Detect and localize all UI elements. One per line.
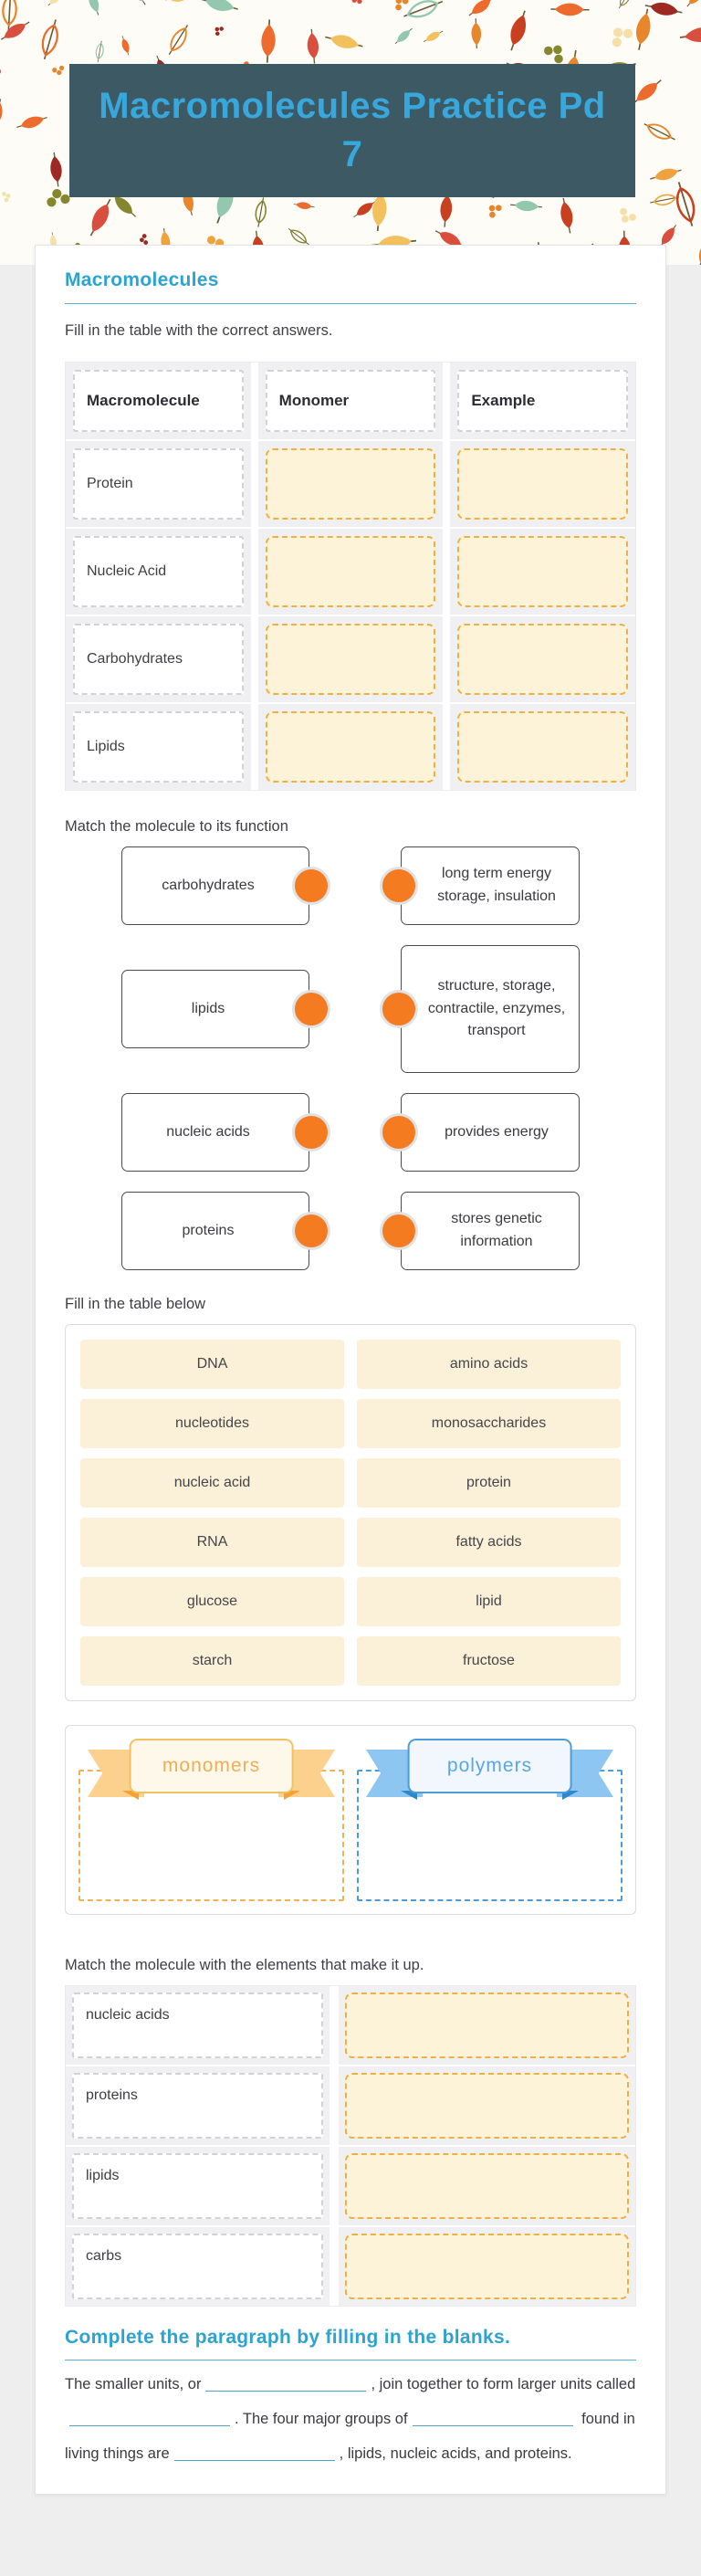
row-label: Carbohydrates (73, 624, 244, 695)
word-chip[interactable]: monosaccharides (357, 1399, 621, 1448)
table-row (66, 704, 635, 790)
match-connector-dot[interactable] (380, 1212, 418, 1250)
match-connector-dot[interactable] (380, 1113, 418, 1151)
word-chip[interactable]: nucleotides (80, 1399, 344, 1448)
match-connector-dot[interactable] (292, 1212, 330, 1250)
match-term-carbohydrates: carbohydrates (121, 846, 309, 925)
cloze-section (65, 2327, 636, 2472)
word-chip[interactable]: fatty acids (357, 1518, 621, 1567)
table1-prompt: Fill in the table with the correct answers. (65, 322, 333, 339)
worksheet-title-box (69, 64, 635, 197)
match-elements-table (65, 1985, 636, 2307)
match-definition: structure, storage, contractile, enzymes, transport (401, 945, 580, 1073)
answer-dropzone-proteins-elements[interactable] (345, 2073, 629, 2139)
autumn-banner (0, 0, 701, 265)
match-connector-dot[interactable] (292, 1113, 330, 1151)
match-connector-dot[interactable] (292, 867, 330, 905)
table-row (66, 2147, 635, 2225)
match-elements-section (65, 1957, 636, 2307)
table-header-row (66, 363, 635, 439)
row-label: lipids (72, 2153, 323, 2219)
answer-dropzone-carbohydrates-monomer[interactable] (266, 624, 436, 695)
sorting-buckets (65, 1725, 636, 1915)
match-connector-dot[interactable] (380, 990, 418, 1028)
worksheet-card (35, 245, 666, 2495)
answer-dropzone-lipids-elements[interactable] (345, 2153, 629, 2219)
table-row (66, 616, 635, 702)
fill-table-prompt: Fill in the table below (65, 1296, 206, 1312)
word-chip[interactable]: DNA (80, 1340, 344, 1389)
cloze-text: , join together to form larger units called (371, 2376, 636, 2392)
polymers-ribbon (359, 1739, 621, 1797)
word-chip[interactable]: protein (357, 1458, 621, 1508)
row-label: nucleic acids (72, 1992, 323, 2058)
answer-dropzone-protein-example[interactable] (457, 448, 628, 520)
worksheet-title: Macromolecules Practice Pd 7 (99, 86, 606, 174)
match-function-section (65, 818, 636, 1270)
polymers-bucket (357, 1739, 623, 1901)
answer-dropzone-protein-monomer[interactable] (266, 448, 436, 520)
word-chip[interactable]: RNA (80, 1518, 344, 1567)
cloze-text: The smaller units, or (65, 2376, 202, 2392)
monomers-label: monomers (129, 1739, 294, 1793)
answer-dropzone-nucleicacid-example[interactable] (457, 536, 628, 607)
word-chip[interactable]: fructose (357, 1636, 621, 1686)
match-row (65, 945, 636, 1073)
match-term-lipids: lipids (121, 970, 309, 1048)
blank-input-1[interactable] (205, 2376, 366, 2392)
polymers-label: polymers (407, 1739, 572, 1793)
table-row (66, 441, 635, 527)
row-label: Nucleic Acid (73, 536, 244, 607)
match-row (65, 1093, 636, 1172)
match-definition: long term energy storage, insulation (401, 846, 580, 925)
word-chip[interactable]: lipid (357, 1577, 621, 1626)
answer-dropzone-nucleicacid-monomer[interactable] (266, 536, 436, 607)
answer-dropzone-lipids-monomer[interactable] (266, 711, 436, 783)
match-row (65, 1192, 636, 1270)
blank-input-3[interactable] (413, 2411, 573, 2426)
answer-dropzone-lipids-example[interactable] (457, 711, 628, 783)
section-heading-macromolecules: Macromolecules (65, 269, 219, 290)
column-header: Macromolecule (73, 370, 244, 432)
match-function-prompt: Match the molecule to its function (65, 818, 288, 835)
match-term-nucleic-acids: nucleic acids (121, 1093, 309, 1172)
answer-dropzone-nucleic-acids-elements[interactable] (345, 1992, 629, 2058)
macromolecule-table (65, 362, 636, 791)
blank-input-4[interactable] (174, 2445, 335, 2461)
cloze-heading: Complete the paragraph by filling in the blanks. (65, 2327, 511, 2348)
match-term-proteins: proteins (121, 1192, 309, 1270)
row-label: Lipids (73, 711, 244, 783)
match-connector-dot[interactable] (380, 867, 418, 905)
match-definition: provides energy (401, 1093, 580, 1172)
row-label: Protein (73, 448, 244, 520)
monomers-bucket (78, 1739, 344, 1901)
match-elements-prompt: Match the molecule with the elements that make it up. (65, 1957, 424, 1973)
word-chip[interactable]: glucose (80, 1577, 344, 1626)
monomers-ribbon (80, 1739, 342, 1797)
answer-dropzone-carbs-elements[interactable] (345, 2234, 629, 2299)
column-header: Example (457, 370, 628, 432)
cloze-text: found in living things are (65, 2410, 635, 2462)
match-row (65, 846, 636, 925)
row-label: proteins (72, 2073, 323, 2139)
row-label: carbs (72, 2234, 323, 2299)
table-row (66, 2227, 635, 2306)
table-row (66, 1986, 635, 2065)
cloze-paragraph (65, 2368, 636, 2472)
cloze-text: . The four major groups of (235, 2410, 408, 2427)
column-header: Monomer (266, 370, 436, 432)
fill-table-section (65, 1296, 636, 1701)
word-chip[interactable]: amino acids (357, 1340, 621, 1389)
word-chip[interactable]: starch (80, 1636, 344, 1686)
section-divider (65, 303, 636, 304)
word-bank (65, 1324, 636, 1701)
word-chip[interactable]: nucleic acid (80, 1458, 344, 1508)
blank-input-2[interactable] (69, 2411, 230, 2426)
answer-dropzone-carbohydrates-example[interactable] (457, 624, 628, 695)
match-definition: stores genetic information (401, 1192, 580, 1270)
cloze-text: , lipids, nucleic acids, and proteins. (339, 2445, 572, 2462)
match-connector-dot[interactable] (292, 990, 330, 1028)
table-row (66, 529, 635, 615)
table-row (66, 2066, 635, 2145)
